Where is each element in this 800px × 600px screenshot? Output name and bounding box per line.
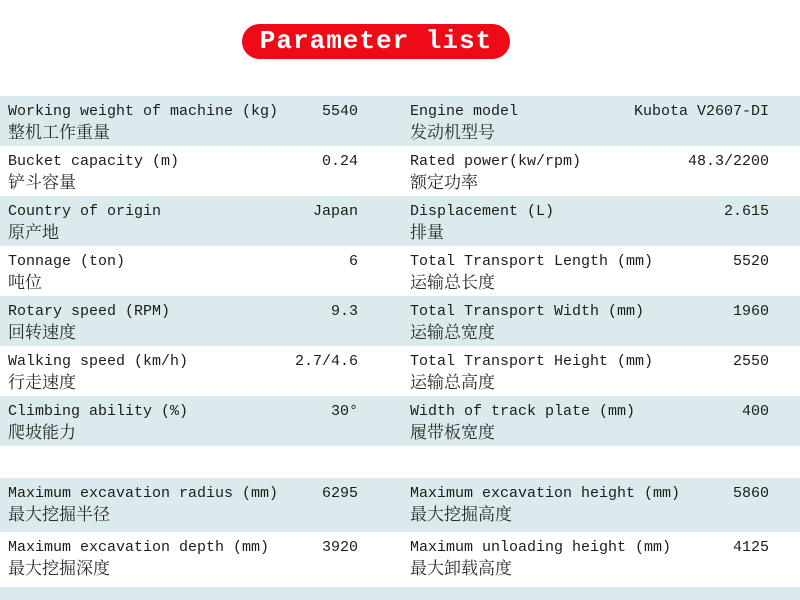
spec-cell	[400, 246, 800, 296]
spec-label-en: Rotary speed (RPM)	[8, 303, 171, 320]
spec-label-en: Engine model	[410, 103, 519, 120]
spec-label-zh: 运输总宽度	[410, 325, 495, 344]
spec-label-en: Displacement (L)	[410, 203, 555, 220]
spec-label-en: Total Transport Length (mm)	[410, 253, 654, 270]
spec-value: 6	[348, 253, 358, 270]
table-row	[0, 478, 800, 532]
spec-label-zh: 额定功率	[410, 175, 478, 194]
spec-value: Japan	[312, 203, 358, 220]
spec-label-zh: 整机工作重量	[8, 125, 110, 144]
spec-value: 2550	[732, 353, 769, 370]
spec-label-en: Climbing ability (%)	[8, 403, 189, 420]
spec-cell	[0, 246, 400, 296]
spec-label-zh: 运输总长度	[410, 275, 495, 294]
partial-row-band	[0, 587, 800, 600]
table-row	[0, 246, 800, 296]
spec-label-en: Country of origin	[8, 203, 162, 220]
spec-label-zh: 爬坡能力	[8, 425, 76, 444]
spec-table-excavation	[0, 478, 800, 586]
spec-value: 6295	[321, 485, 358, 502]
table-row	[0, 396, 800, 446]
spec-cell	[0, 96, 400, 146]
spec-label-zh: 吨位	[8, 275, 42, 294]
page-title: Parameter list	[242, 24, 510, 59]
spec-cell	[0, 346, 400, 396]
spec-label-en: Bucket capacity (m)	[8, 153, 180, 170]
spec-cell	[0, 396, 400, 446]
spec-cell	[0, 196, 400, 246]
spec-value: 48.3/2200	[687, 153, 769, 170]
spec-cell	[0, 478, 400, 532]
spec-cell	[0, 296, 400, 346]
spec-cell	[0, 146, 400, 196]
spec-label-en: Working weight of machine (kg)	[8, 103, 279, 120]
spec-cell	[400, 296, 800, 346]
spec-label-zh: 铲斗容量	[8, 175, 76, 194]
spec-cell	[400, 478, 800, 532]
table-row	[0, 296, 800, 346]
spec-label-zh: 最大挖掘半径	[8, 507, 110, 526]
spec-label-en: Maximum excavation height (mm)	[410, 485, 681, 502]
table-row	[0, 96, 800, 146]
spec-value: 9.3	[330, 303, 358, 320]
spec-label-en: Maximum excavation radius (mm)	[8, 485, 279, 502]
spec-value: 0.24	[321, 153, 358, 170]
spec-label-zh: 回转速度	[8, 325, 76, 344]
spec-label-zh: 履带板宽度	[410, 425, 495, 444]
spec-value: 4125	[732, 539, 769, 556]
spec-label-en: Maximum excavation depth (mm)	[8, 539, 270, 556]
spec-label-en: Rated power(kw/rpm)	[410, 153, 582, 170]
table-row	[0, 346, 800, 396]
spec-label-zh: 发动机型号	[410, 125, 495, 144]
spec-value: 5540	[321, 103, 358, 120]
spec-value: 2.7/4.6	[294, 353, 358, 370]
spec-label-zh: 最大挖掘深度	[8, 561, 110, 580]
spec-value: Kubota V2607-DI	[633, 103, 769, 120]
spec-cell	[400, 96, 800, 146]
table-row	[0, 196, 800, 246]
spec-label-en: Maximum unloading height (mm)	[410, 539, 672, 556]
spec-table-main	[0, 96, 800, 446]
spec-cell	[400, 196, 800, 246]
spec-label-en: Total Transport Height (mm)	[410, 353, 654, 370]
spec-cell	[0, 532, 400, 586]
spec-label-zh: 最大卸载高度	[410, 561, 512, 580]
spec-value: 3920	[321, 539, 358, 556]
spec-label-zh: 排量	[410, 225, 444, 244]
spec-label-en: Walking speed (km/h)	[8, 353, 189, 370]
spec-cell	[400, 532, 800, 586]
spec-label-zh: 原产地	[8, 225, 59, 244]
spec-label-zh: 行走速度	[8, 375, 76, 394]
spec-value: 1960	[732, 303, 769, 320]
spec-value: 5860	[732, 485, 769, 502]
spec-label-zh: 最大挖掘高度	[410, 507, 512, 526]
spec-label-en: Width of track plate (mm)	[410, 403, 636, 420]
spec-value: 2.615	[723, 203, 769, 220]
spec-value: 30°	[330, 403, 358, 420]
spec-label-en: Tonnage (ton)	[8, 253, 126, 270]
spec-label-en: Total Transport Width (mm)	[410, 303, 645, 320]
spec-value: 5520	[732, 253, 769, 270]
spec-cell	[400, 396, 800, 446]
spec-value: 400	[741, 403, 769, 420]
spec-cell	[400, 346, 800, 396]
table-row	[0, 532, 800, 586]
table-row	[0, 146, 800, 196]
spec-label-zh: 运输总高度	[410, 375, 495, 394]
spec-cell	[400, 146, 800, 196]
